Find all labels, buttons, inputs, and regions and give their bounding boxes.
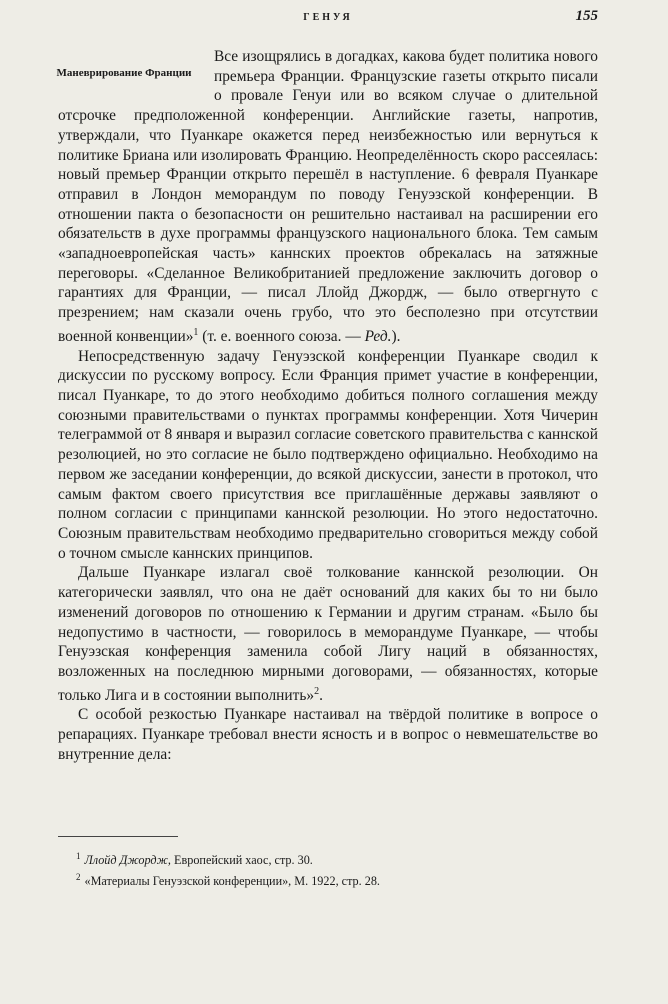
paragraph-4: С особой резкостью Пуанкаре настаивал на твёрдой политике в вопросе о репарациях. Пуанкаре требовал внести ясность и в вопрос о невмешательстве во внутренние дела: (58, 706, 598, 763)
footnote-1-author: Ллойд Джордж, (84, 853, 171, 868)
paragraph-2: Непосредственную задачу Генуэзской конференции Пуанкаре сводил к дискуссии по русскому вопросу. Если Франция примет участие в конференции, писал Пуанкаре, то до этого необходимо добиться полного соглашения между союзными правительствами о пунктах программы конференции. Хотя Чичерин телеграммой от 8 января и выразил согласие советского правительства с каннской резолюцией, но это согласие не было подтверждено официально. Необходимо на первом же заседании конференции, до всякой дискуссии, занести в протокол, что самым фактом своего присутствия все приглашённые державы заявляют о полном согласии с принципами каннской резолюции. Но этого недостаточно. Союзным правительствам необходимо предварительно сговориться между собой о точном смысле каннских принципов. (58, 347, 598, 562)
footnote-2-text: «Материалы Генуэзской конференции», М. 1922, стр. 28. (84, 874, 380, 889)
paragraph-1-end: ). (391, 327, 401, 345)
paragraph-3-text: Дальше Пуанкаре излагал своё толкование каннской резолюции. Он категорически заявлял, что она не даёт оснований для каких бы то ни было изменений договоров по отношению к Германии и другим странам. «Было бы недопустимо в частности, — говорилось в меморандуме Пуанкаре, — чтобы Генуэзская конференция заменила собой Лигу наций в обязанностях, возложенных на последнюю мирными договорами, — обязанностях, которые только Лига и в состоянии выполнить» (58, 564, 598, 704)
footnote-2-mark: 2 (76, 872, 81, 883)
paragraph-3 (58, 563, 598, 705)
main-text (58, 47, 598, 765)
footnote-rule (58, 836, 178, 837)
footnote-ref-2: 2 (314, 685, 320, 697)
paragraph-1 (58, 47, 598, 347)
footnote-2 (76, 869, 596, 890)
page-number: 155 (575, 8, 598, 24)
paragraph-1-tail: (т. е. военного союза. — (198, 327, 365, 345)
paragraph-3-end: . (319, 686, 323, 704)
footnote-1-text: Европейский хаос, стр. 30. (170, 853, 313, 868)
footnote-1 (76, 848, 596, 869)
margin-note-space (58, 47, 208, 105)
running-title: ГЕНУЯ (303, 12, 353, 23)
footnote-ref-1: 1 (193, 326, 199, 338)
margin-note: Маневрирование Франции (56, 67, 192, 79)
running-head (58, 8, 598, 32)
footnotes (76, 848, 596, 890)
editor-mark: Ред. (364, 327, 392, 345)
paragraph-1-text: Все изощрялись в догадках, какова будет политика нового премьера Франции. Французские газеты открыто писали о провале Генуи или во всяком случае о длительной отсрочке предположенной конференции. Английские газеты, напротив, утверждали, что Пуанкаре окажется перед неизбежностью или вернуться к политике Бриана или изолировать Францию. Неопределённость скоро рассеялась: новый премьер Франции открыто перешёл в наступление. 6 февраля Пуанкаре отправил в Лондон меморандум по поводу Генуэзской конференции. В отношении пакта о безопасности он решительно настаивал на расширении его обязательств в духе программы французского национального блока. Тем самым «западноевропейская часть» каннских проектов обрекалась на затяжные переговоры. «Сделанное Великобританией предложение заключить договор о гарантиях для Франции, — писал Ллойд Джордж, — было отвергнуто с презрением; нам сказали очень грубо, что это бесполезно при отсутствии военной конвенции» (58, 48, 598, 345)
footnote-1-mark: 1 (76, 851, 81, 861)
